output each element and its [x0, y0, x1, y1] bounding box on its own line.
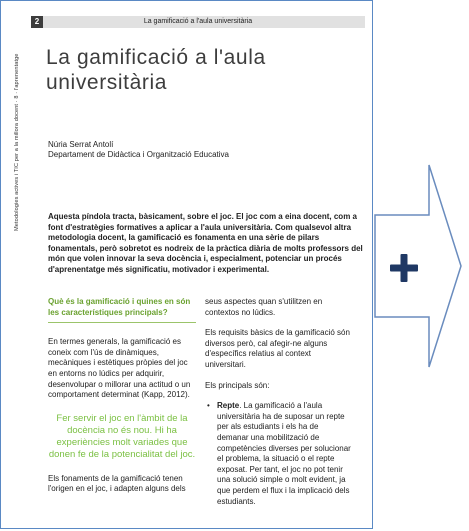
- side-series-text: Metodologies actives i TIC per a la millora docent · 8 · l'aprenentatge: [14, 53, 20, 231]
- bullet-body: . La gamificació a l'aula universitària ha de suposar un repte per als estudiants i els ha de demanar una mobilització de competències diverses per solucionar el problema, la situació o el repte exposat. Per tant, el joc no pot tenir una solució simple o molt evident, ja que perdem el flux i la implicació dels estudiants.: [217, 401, 351, 506]
- paragraph: Els fonaments de la gamificació tenen l'origen en el joc, i adapten alguns dels: [48, 473, 186, 494]
- running-title: La gamificació a l'aula universitària: [143, 18, 253, 25]
- running-header: [31, 16, 365, 28]
- section-divider: [48, 322, 196, 323]
- paragraph: En termes generals, la gamificació es coneix com l'ús de dinàmiques, mecàniques i estètiques pròpies del joc en entorns no lúdics per adquirir, desenvolupar o millorar una actitud o un comportament determinat (Kapp, 2012).: [48, 337, 191, 400]
- left-column: [48, 297, 196, 495]
- plus-icon[interactable]: [388, 252, 420, 284]
- paragraph: seus aspectes quan s'utilitzen en contextos no lúdics.: [205, 297, 323, 317]
- pull-quote: Fer servir el joc en l'àmbit de la docència no és nou. Hi ha experiències molt variades que donen fe de la potencialitat del joc.: [48, 412, 196, 461]
- bullet-term: Repte: [217, 401, 240, 411]
- title-line-2: universitària: [46, 71, 168, 94]
- paragraph: Els principals són:: [205, 380, 270, 390]
- bullet-list: [205, 401, 351, 507]
- list-item: [205, 401, 351, 507]
- page-number: 2: [31, 16, 43, 28]
- author-name: Núria Serrat Antolí: [48, 140, 114, 149]
- right-column: [205, 297, 351, 507]
- author-department: Departament de Didàctica i Organització Educativa: [48, 150, 229, 159]
- page-title: [46, 45, 346, 95]
- title-line-1: La gamificació a l'aula: [46, 46, 266, 69]
- paragraph: Els requisits bàsics de la gamificació són diversos però, cal afegir-ne alguns d'específics relatius al context universitari.: [205, 328, 350, 369]
- section-heading: Què és la gamificació i quines en són les característiques principals?: [48, 297, 191, 317]
- bullet-text: [217, 401, 351, 507]
- abstract: Aquesta píndola tracta, bàsicament, sobre el joc. El joc com a eina docent, com a font d'estratègies formatives a aplicar a l'aula universitària. Com qualsevol altra metodologia docent, la gamificació es fonamenta en una sèrie de pilars fonamentals, però sobretot es nodreix de la pràctica diària de molts professors del món que volen innovar la seva docència i, especialment, potenciar un procés d'aprenentatge més significatiu, motivador i experimental.: [48, 212, 363, 274]
- bullet-marker: •: [207, 401, 210, 411]
